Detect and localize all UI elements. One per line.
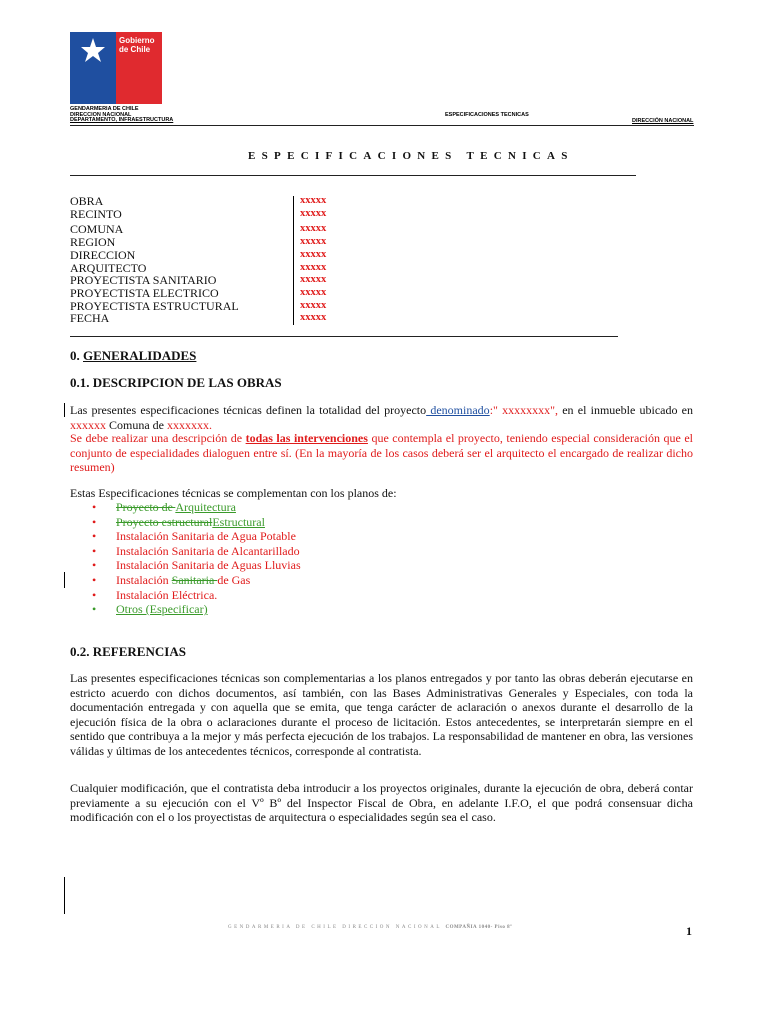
p1-denominado: denominado: [426, 403, 490, 417]
header-org: GENDARMERIA DE CHILE: [70, 106, 139, 112]
logo-line-2: de Chile: [119, 45, 151, 54]
bullet-icon: •: [92, 602, 97, 617]
section-01-heading: 0.1. DESCRIPCION DE LAS OBRAS: [70, 375, 282, 390]
meta-value: xxxxx: [300, 261, 327, 273]
section-0-title: GENERALIDADES: [83, 348, 197, 363]
meta-value: xxxxx: [300, 312, 327, 324]
meta-value: xxxxx: [300, 248, 327, 260]
header-dir: DIRECCION NACIONAL: [70, 111, 132, 118]
p2-emphasis: todas las intervenciones: [245, 431, 368, 445]
p1-placeholder-3: xxxxxxx.: [167, 417, 212, 432]
meta-rule: [70, 336, 618, 337]
header-rule: [70, 125, 694, 126]
bullet-icon: •: [92, 500, 97, 514]
header-dept: DEPARTAMENTO, INFRAESTRUCTURA: [70, 117, 174, 124]
section-0-number: 0.: [70, 348, 83, 363]
header-center: ESPECIFICACIONES TECNICAS: [445, 112, 529, 118]
meta-label-obra: OBRA: [70, 194, 104, 208]
header-left: [70, 107, 173, 124]
inserted-text: Estructural: [212, 514, 265, 529]
list-item-text: Instalación Sanitaria de Agua Potable: [116, 529, 296, 544]
section-01-paragraph-3: Estas Especificaciones técnicas se complementan con los planos de:: [70, 486, 397, 500]
list-item: [92, 558, 301, 573]
p1-text: Las presentes especificaciones técnicas definen la totalidad del proyecto: [70, 403, 427, 417]
bullet-icon: •: [92, 514, 97, 529]
list-item: [92, 544, 301, 559]
header-right: DIRECCIÓN NACIONAL: [632, 118, 694, 124]
meta-label-sanitario: PROYECTISTA SANITARIO: [70, 273, 217, 288]
page-title: ESPECIFICACIONES TECNICAS: [248, 150, 574, 162]
meta-value: xxxxx: [300, 286, 327, 298]
meta-label-recinto: RECINTO: [70, 206, 122, 221]
p1-text-3: Comuna de: [106, 417, 167, 432]
bullet-icon: •: [92, 529, 97, 544]
bullet-icon: •: [92, 543, 97, 558]
change-bar: [64, 877, 65, 914]
change-bar: [64, 403, 65, 417]
p1-placeholder-2: xxxxxx: [70, 417, 106, 432]
meta-label-comuna: COMUNA: [70, 222, 124, 237]
meta-label-direccion: DIRECCION: [70, 247, 136, 262]
p2-text-2: que contempla el proyecto, teniendo especial consideración que el conjunto de especialidades dialoguen entre sí. (En la mayoría de los casos deberá ser el arquitecto el encargado de realizar dicho resumen): [70, 431, 693, 474]
meta-label-arquitecto: ARQUITECTO: [70, 260, 147, 275]
meta-value: xxxxx: [300, 195, 327, 206]
list-item: [92, 588, 301, 603]
logo-line-1: Gobierno: [119, 36, 155, 45]
bullet-icon: •: [92, 587, 97, 602]
page-footer: [228, 925, 512, 930]
p1-placeholder: :" xxxxxxxx",: [489, 403, 559, 417]
page-number: 1: [686, 924, 692, 938]
deleted-text: Proyecto de: [116, 500, 176, 514]
list-item: [92, 529, 301, 544]
deleted-text: Proyecto estructural: [116, 514, 213, 529]
coat-of-arms-icon: [78, 36, 108, 66]
footer-address: COMPAÑIA 1040- Piso 8º: [445, 925, 513, 930]
meta-labels: [70, 195, 239, 325]
meta-value: xxxxx: [300, 236, 327, 248]
meta-label-electrico: PROYECTISTA ELECTRICO: [70, 285, 219, 300]
deleted-text: Sanitaria: [171, 572, 218, 587]
section-01-paragraph-1: [70, 403, 693, 432]
list-item: [92, 602, 301, 617]
p1-text-2: en el inmueble ubicado en: [558, 403, 694, 417]
section-0-heading: [70, 348, 196, 364]
meta-label-region: REGION: [70, 235, 116, 250]
list-item-text-2: de Gas: [217, 572, 251, 587]
list-item: [92, 500, 301, 515]
plans-list: [92, 500, 301, 617]
meta-value: xxxxx: [300, 223, 327, 235]
list-item-text: Otros (Especificar): [116, 602, 208, 617]
meta-value: xxxxx: [300, 207, 327, 219]
inserted-text: Arquitectura: [175, 500, 236, 514]
bullet-icon: •: [92, 558, 97, 573]
meta-label-estructural: PROYECTISTA ESTRUCTURAL: [70, 298, 239, 313]
section-02-paragraph-2: Cualquier modificación, que el contratista deba introducir a los proyectos originales, durante la ejecución de obra, deberá contar previamente a su ejecución con el Vº Bº del Inspector Fiscal de Obra, en adelante I.F.O, el que podrá consensuar dicha modificación con el o los proyectistas de arquitectura o especialidades según sea el caso.: [70, 781, 693, 824]
list-item-text: Instalación Sanitaria de Alcantarillado: [116, 543, 300, 558]
meta-value: xxxxx: [300, 274, 327, 286]
list-item-text: Instalación Sanitaria de Aguas Lluvias: [116, 558, 301, 573]
list-item-text: Instalación Eléctrica.: [116, 587, 218, 602]
meta-value: xxxxx: [300, 299, 327, 311]
meta-label-fecha: FECHA: [70, 311, 110, 326]
section-02-heading: 0.2. REFERENCIAS: [70, 644, 186, 659]
meta-divider: [293, 196, 294, 325]
list-item: [92, 573, 301, 588]
footer-org: GENDARMERIA DE CHILE DIRECCION NACIONAL: [228, 925, 442, 930]
list-item: [92, 515, 301, 530]
section-02-paragraph-1: Las presentes especificaciones técnicas son complementarias a los planos entregados y por tanto las obras deberán ejecutarse en estricto acuerdo con dichos documentos, así también, con las Bases Administrativas Generales y Especiales, con toda la documentación entregada y con aquella que se emita, que tenga carácter de aclaración o anexos durante el desarrollo de la ejecución física de la obra o aclaraciones durante el proceso de licitación. Estos antecedentes, se interpretarán siempre en el sentido que contribuya a la mejor y más perfecta ejecución de los trabajos. La responsabilidad de mantener en obra, las versiones válidas y últimas de los antecedentes técnicos, corresponde al contratista.: [70, 671, 693, 758]
change-bar: [64, 572, 65, 588]
meta-values: [300, 195, 326, 325]
list-item-text: Instalación: [116, 572, 172, 587]
gobierno-de-chile-logo: [70, 32, 162, 104]
title-rule: [70, 175, 636, 176]
section-01-paragraph-2: [70, 431, 693, 475]
p2-text: Se debe realizar una descripción de: [70, 431, 246, 445]
bullet-icon: •: [92, 572, 97, 587]
